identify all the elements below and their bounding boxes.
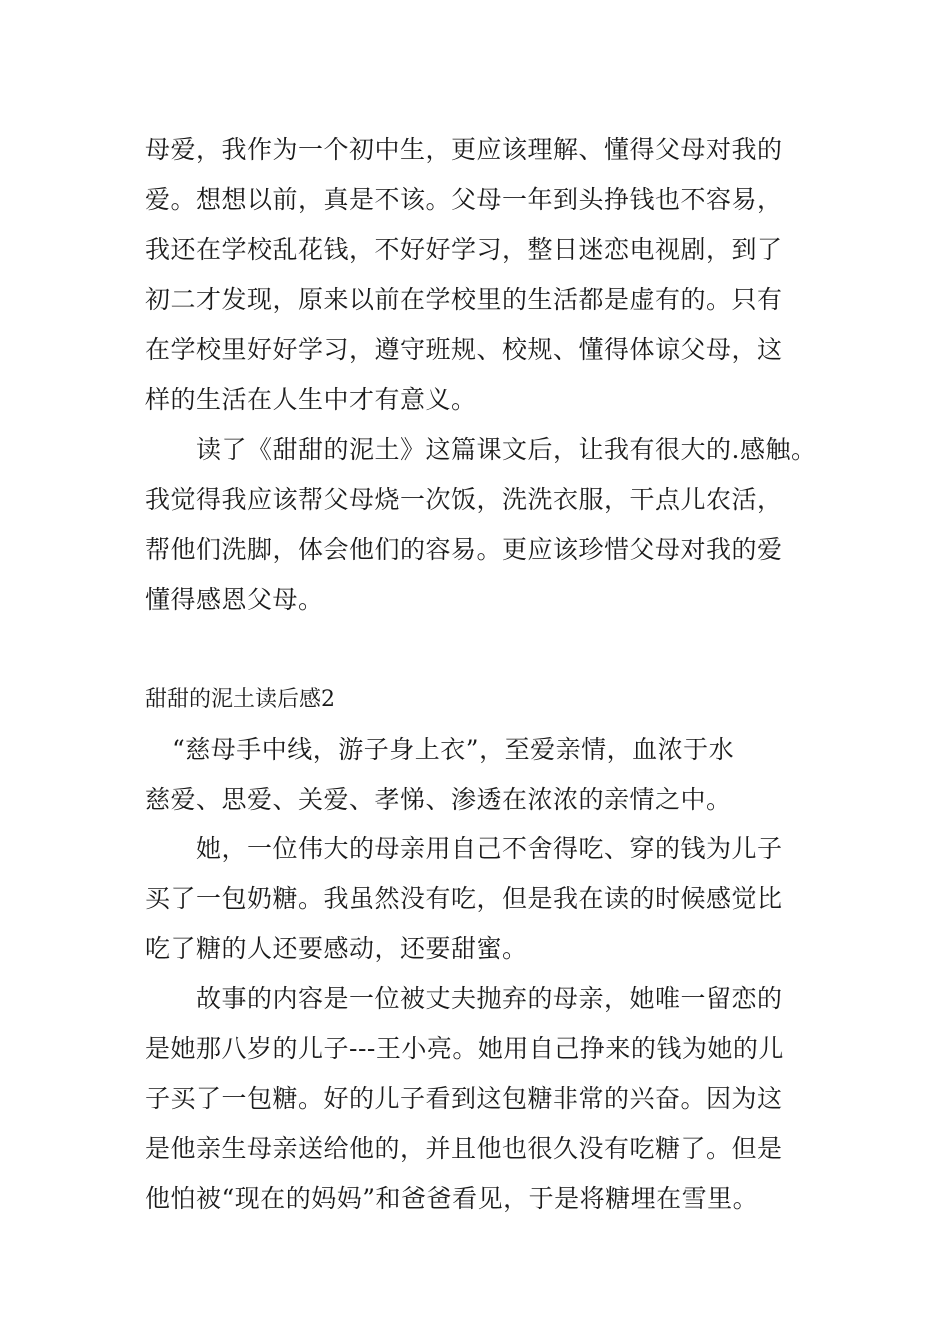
paragraph-line: 爱。想想以前，真是不该。父母一年到头挣钱也不容易， xyxy=(145,185,783,214)
paragraph-line: 初二才发现，原来以前在学校里的生活都是虚有的。只有 xyxy=(145,285,783,314)
paragraph-line: 慈爱、思爱、关爱、孝悌、渗透在浓浓的亲情之中。 xyxy=(145,785,732,814)
paragraph-line: 我还在学校乱花钱，不好好学习，整日迷恋电视剧，到了 xyxy=(145,235,783,264)
paragraph-line: 买了一包奶糖。我虽然没有吃，但是我在读的时候感觉比 xyxy=(145,884,783,913)
paragraph-line: 她，一位伟大的母亲用自己不舍得吃、穿的钱为儿子 xyxy=(196,834,783,863)
paragraph-line: 读了《甜甜的泥土》这篇课文后，让我有很大的.感触。 xyxy=(196,435,817,464)
section-title: 甜甜的泥土读后感2 xyxy=(145,687,335,712)
paragraph-line: 子买了一包糖。好的儿子看到这包糖非常的兴奋。因为这 xyxy=(145,1084,783,1113)
paragraph-line: 懂得感恩父母。 xyxy=(145,585,324,614)
paragraph-line: 是她那八岁的儿子---王小亮。她用自己挣来的钱为她的儿 xyxy=(145,1034,784,1063)
paragraph-line: 是他亲生母亲送给他的，并且他也很久没有吃糖了。但是 xyxy=(145,1134,783,1163)
paragraph-line: 帮他们洗脚，体会他们的容易。更应该珍惜父母对我的爱 xyxy=(145,535,783,564)
paragraph-line: 我觉得我应该帮父母烧一次饭，洗洗衣服，干点儿农活， xyxy=(145,485,783,514)
paragraph-line: 他怕被“现在的妈妈”和爸爸看见，于是将糖埋在雪里。 xyxy=(145,1184,759,1213)
paragraph-line: “慈母手中线，游子身上衣”，至爱亲情，血浓于水 xyxy=(172,735,735,764)
paragraph-line: 故事的内容是一位被丈夫抛弃的母亲，她唯一留恋的 xyxy=(196,984,783,1013)
paragraph-line: 吃了糖的人还要感动，还要甜蜜。 xyxy=(145,934,528,963)
paragraph-line: 母爱，我作为一个初中生，更应该理解、懂得父母对我的 xyxy=(145,135,783,164)
paragraph-line: 样的生活在人生中才有意义。 xyxy=(145,385,477,414)
paragraph-line: 在学校里好好学习，遵守班规、校规、懂得体谅父母，这 xyxy=(145,335,783,364)
